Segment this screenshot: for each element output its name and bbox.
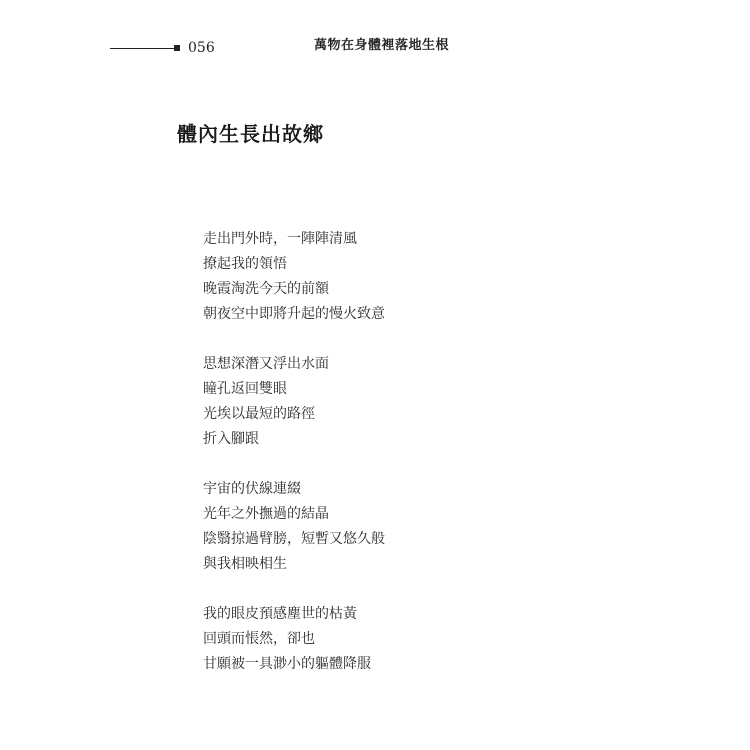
poem-line: 宇宙的伏線連綴 [203,481,301,497]
poem-line: 與我相映相生 [203,556,287,572]
poem-line: 晚霞淘洗今天的前額 [203,281,329,297]
poem-line: 撩起我的領悟 [203,256,287,272]
poem-body [203,227,385,702]
page-number: 056 [188,40,215,56]
stanza-3 [203,477,385,577]
poem-line: 回頭而悵然，卻也 [203,631,315,647]
poem-title: 體內生長出故鄉 [177,122,324,146]
header-square-marker [174,45,180,51]
stanza-2 [203,352,385,452]
poem-line: 甘願被一具渺小的軀體降服 [203,656,371,672]
poem-line: 我的眼皮預感塵世的枯黃 [203,606,357,622]
poem-line: 光埃以最短的路徑 [203,406,315,422]
stanza-4 [203,602,385,677]
stanza-1 [203,227,385,327]
poem-line: 光年之外撫過的結晶 [203,506,329,522]
poem-line: 折入腳跟 [203,431,259,447]
poem-line: 思想深潛又浮出水面 [203,356,329,372]
poem-line: 走出門外時，一陣陣清風 [203,231,357,247]
header-rule [110,48,174,49]
poem-line: 陰翳掠過臂膀，短暫又悠久般 [203,531,385,547]
poem-line: 瞳孔返回雙眼 [203,381,287,397]
poem-line: 朝夜空中即將升起的慢火致意 [203,306,385,322]
running-title: 萬物在身體裡落地生根 [314,38,450,53]
